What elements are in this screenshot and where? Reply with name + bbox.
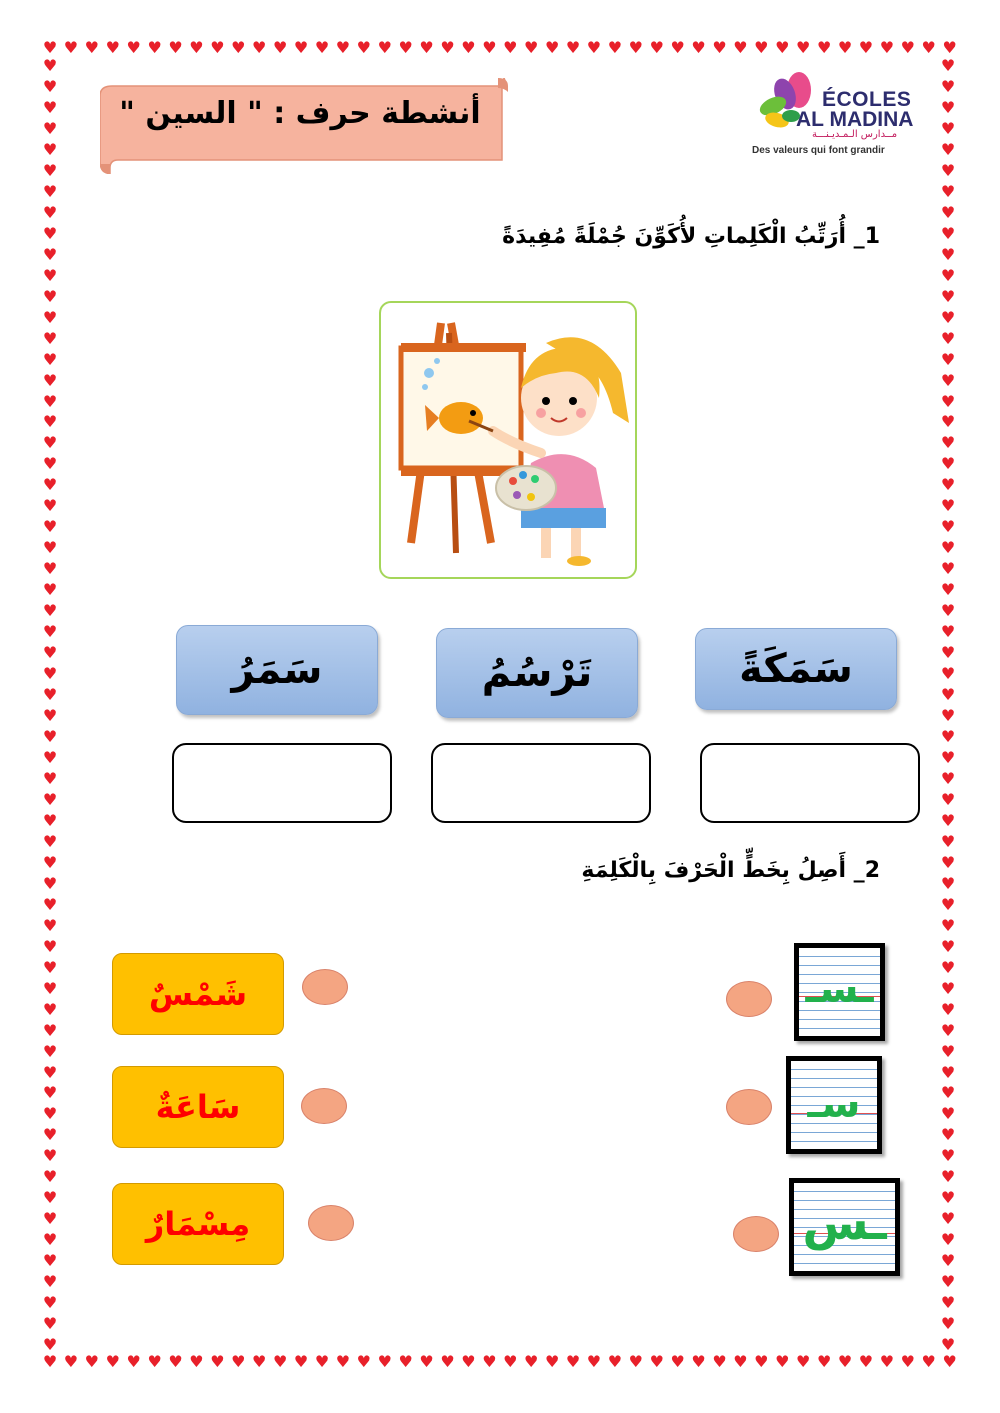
heart-icon: ♥ [42,412,58,432]
word-connector-dot-1[interactable] [302,969,348,1005]
heart-icon: ♥ [42,76,58,96]
heart-icon: ♥ [942,40,957,57]
heart-icon: ♥ [544,40,560,57]
heart-icon: ♥ [940,349,956,369]
heart-icon: ♥ [858,40,874,57]
heart-icon: ♥ [293,1354,309,1371]
heart-icon: ♥ [940,328,956,348]
heart-icon: ♥ [42,181,58,201]
heart-icon: ♥ [189,1354,204,1371]
page-title: أنشطة حرف : " السين " [119,96,481,131]
heart-icon: ♥ [42,1335,58,1354]
letter-glyph-final: ـس [802,1195,887,1251]
heart-icon: ♥ [42,97,58,117]
exercise1-instruction: 1_ أُرَتِّبُ الْكَلِماتِ لأُكَوِّنَ جُمْلَةً مُفِيدَةً [502,224,880,249]
heart-icon: ♥ [42,454,58,474]
heart-icon: ♥ [84,40,100,57]
logo-name-top: ÉCOLES [822,88,912,111]
heart-icon: ♥ [482,40,497,57]
heart-icon: ♥ [940,915,956,935]
heart-icon: ♥ [42,328,58,348]
heart-icon: ♥ [649,40,664,57]
heart-icon: ♥ [252,40,267,57]
heart-icon: ♥ [940,76,956,96]
heart-icon: ♥ [42,559,58,579]
heart-icon: ♥ [524,1354,539,1371]
heart-icon: ♥ [940,852,956,872]
heart-icon: ♥ [42,496,58,516]
letter-card-medial [794,943,885,1041]
heart-icon: ♥ [42,664,58,684]
heart-icon: ♥ [940,768,956,788]
heart-icon: ♥ [461,40,476,57]
heart-icon: ♥ [940,1020,956,1040]
heart-icon: ♥ [940,475,956,495]
heart-icon: ♥ [900,40,915,57]
heart-icon: ♥ [42,1230,58,1250]
heart-icon: ♥ [940,1209,956,1229]
heart-icon: ♥ [942,1354,957,1371]
heart-icon: ♥ [210,40,225,57]
girl-painting-illustration [381,303,635,577]
word-card-1[interactable]: سَمَكَةً [695,628,897,710]
heart-icon: ♥ [42,40,58,57]
heart-icon: ♥ [940,454,956,474]
heart-icon: ♥ [940,831,956,851]
heart-icon: ♥ [42,873,58,893]
heart-icon: ♥ [940,643,956,663]
letter-connector-dot-1[interactable] [726,981,772,1017]
letter-card-final [789,1178,900,1276]
heart-icon: ♥ [940,370,956,390]
heart-border-left [42,58,60,1354]
heart-icon: ♥ [940,433,956,453]
heart-icon: ♥ [940,580,956,600]
heart-icon: ♥ [858,1354,874,1371]
heart-icon: ♥ [754,1354,769,1371]
heart-icon: ♥ [42,538,58,558]
heart-icon: ♥ [42,349,58,369]
heart-icon: ♥ [42,1146,58,1166]
heart-icon: ♥ [440,40,455,57]
heart-icon: ♥ [356,40,371,57]
heart-border-bottom [42,1354,958,1372]
heart-icon: ♥ [42,936,58,956]
logo-name-arabic: مــدارس الـمـديـنـــة [812,129,898,140]
heart-icon: ♥ [940,1146,956,1166]
heart-icon: ♥ [940,747,956,767]
word-tag-3: مِسْمَارٌ [112,1183,284,1265]
heart-icon: ♥ [733,1354,748,1371]
word-tag-2: سَاعَةٌ [112,1066,284,1148]
heart-icon: ♥ [921,1354,936,1371]
heart-icon: ♥ [63,1354,79,1371]
heart-icon: ♥ [147,40,162,57]
letter-connector-dot-3[interactable] [733,1216,779,1252]
heart-icon: ♥ [940,1314,956,1334]
heart-icon: ♥ [63,40,79,57]
heart-icon: ♥ [126,1354,141,1371]
heart-icon: ♥ [42,978,58,998]
heart-icon: ♥ [775,40,790,57]
heart-icon: ♥ [816,1354,832,1371]
heart-border-right [940,58,958,1354]
heart-icon: ♥ [837,1354,853,1371]
heart-icon: ♥ [189,40,204,57]
heart-icon: ♥ [565,40,581,57]
heart-icon: ♥ [940,517,956,537]
heart-icon: ♥ [586,1354,602,1371]
heart-icon: ♥ [940,160,956,180]
heart-icon: ♥ [775,1354,790,1371]
heart-icon: ♥ [940,265,956,285]
heart-icon: ♥ [940,1272,956,1292]
heart-icon: ♥ [42,1209,58,1229]
heart-icon: ♥ [940,97,956,117]
heart-icon: ♥ [503,40,518,57]
heart-icon: ♥ [607,1354,623,1371]
heart-icon: ♥ [419,1354,434,1371]
heart-icon: ♥ [940,181,956,201]
heart-icon: ♥ [42,265,58,285]
heart-icon: ♥ [691,40,706,57]
heart-icon: ♥ [42,1314,58,1334]
heart-icon: ♥ [524,40,539,57]
heart-icon: ♥ [649,1354,664,1371]
heart-icon: ♥ [42,1062,58,1082]
heart-icon: ♥ [461,1354,476,1371]
heart-icon: ♥ [940,1293,956,1313]
heart-icon: ♥ [796,40,811,57]
heart-icon: ♥ [42,789,58,809]
heart-icon: ♥ [42,244,58,264]
heart-icon: ♥ [42,706,58,726]
word-connector-dot-3[interactable] [308,1205,354,1241]
heart-icon: ♥ [940,307,956,327]
heart-icon: ♥ [314,40,330,57]
heart-border-top [42,40,958,58]
heart-icon: ♥ [377,1354,392,1371]
heart-icon: ♥ [940,601,956,621]
heart-icon: ♥ [940,202,956,222]
heart-icon: ♥ [879,1354,895,1371]
heart-icon: ♥ [42,601,58,621]
heart-icon: ♥ [503,1354,518,1371]
word-connector-dot-2[interactable] [301,1088,347,1124]
heart-icon: ♥ [42,370,58,390]
heart-icon: ♥ [940,139,956,159]
heart-icon: ♥ [940,244,956,264]
heart-icon: ♥ [42,517,58,537]
heart-icon: ♥ [42,118,58,138]
heart-icon: ♥ [252,1354,267,1371]
heart-icon: ♥ [42,999,58,1019]
heart-icon: ♥ [168,40,183,57]
heart-icon: ♥ [940,496,956,516]
word-tag-1: شَمْسٌ [112,953,284,1035]
heart-icon: ♥ [940,936,956,956]
heart-icon: ♥ [712,1354,727,1371]
heart-icon: ♥ [940,391,956,411]
heart-icon: ♥ [940,999,956,1019]
heart-icon: ♥ [940,412,956,432]
heart-icon: ♥ [565,1354,581,1371]
heart-icon: ♥ [42,475,58,495]
heart-icon: ♥ [42,852,58,872]
heart-icon: ♥ [335,1354,351,1371]
heart-icon: ♥ [42,580,58,600]
heart-icon: ♥ [42,58,58,75]
heart-icon: ♥ [940,1062,956,1082]
heart-icon: ♥ [84,1354,100,1371]
heart-icon: ♥ [42,915,58,935]
heart-icon: ♥ [837,40,853,57]
heart-icon: ♥ [168,1354,183,1371]
heart-icon: ♥ [940,1230,956,1250]
heart-icon: ♥ [42,139,58,159]
heart-icon: ♥ [816,40,832,57]
heart-icon: ♥ [940,1104,956,1124]
answer-box-2[interactable] [431,743,651,823]
heart-icon: ♥ [628,1354,643,1371]
heart-icon: ♥ [440,1354,455,1371]
heart-icon: ♥ [42,1104,58,1124]
heart-icon: ♥ [940,58,956,75]
heart-icon: ♥ [272,40,288,57]
heart-icon: ♥ [940,664,956,684]
heart-icon: ♥ [231,40,246,57]
heart-icon: ♥ [940,118,956,138]
heart-icon: ♥ [231,1354,246,1371]
heart-icon: ♥ [42,160,58,180]
heart-icon: ♥ [42,1125,58,1145]
heart-icon: ♥ [42,1293,58,1313]
heart-icon: ♥ [940,810,956,830]
heart-icon: ♥ [921,40,936,57]
heart-icon: ♥ [940,1083,956,1103]
heart-icon: ♥ [940,559,956,579]
heart-icon: ♥ [940,538,956,558]
heart-icon: ♥ [335,40,351,57]
heart-icon: ♥ [42,223,58,243]
girl-painting-image [379,301,637,579]
heart-icon: ♥ [314,1354,330,1371]
heart-icon: ♥ [42,894,58,914]
heart-icon: ♥ [42,1272,58,1292]
heart-icon: ♥ [126,40,141,57]
heart-icon: ♥ [482,1354,497,1371]
heart-icon: ♥ [272,1354,288,1371]
heart-icon: ♥ [940,978,956,998]
logo-name-bottom: AL MADINA [796,108,914,131]
heart-icon: ♥ [940,1188,956,1208]
heart-icon: ♥ [42,307,58,327]
letter-card-initial [786,1056,882,1154]
heart-icon: ♥ [940,1041,956,1061]
heart-icon: ♥ [42,1041,58,1061]
heart-icon: ♥ [940,1335,956,1354]
heart-icon: ♥ [754,40,769,57]
answer-box-3[interactable] [172,743,392,823]
heart-icon: ♥ [42,727,58,746]
heart-icon: ♥ [105,1354,120,1371]
heart-icon: ♥ [42,643,58,663]
heart-icon: ♥ [691,1354,706,1371]
heart-icon: ♥ [940,789,956,809]
heart-icon: ♥ [940,622,956,642]
heart-icon: ♥ [42,685,58,705]
heart-icon: ♥ [42,1354,58,1371]
heart-icon: ♥ [42,391,58,411]
heart-icon: ♥ [940,873,956,893]
heart-icon: ♥ [940,685,956,705]
heart-icon: ♥ [940,1251,956,1271]
heart-icon: ♥ [377,40,392,57]
letter-connector-dot-2[interactable] [726,1089,772,1125]
heart-icon: ♥ [42,810,58,830]
letter-glyph-initial: سـ [807,1081,861,1127]
heart-icon: ♥ [733,40,748,57]
heart-icon: ♥ [42,1167,58,1187]
heart-icon: ♥ [42,202,58,222]
heart-icon: ♥ [940,706,956,726]
heart-icon: ♥ [42,747,58,767]
heart-icon: ♥ [42,768,58,788]
letter-glyph-medial: ـسـ [805,966,874,1012]
answer-box-1[interactable] [700,743,920,823]
heart-icon: ♥ [293,40,309,57]
heart-icon: ♥ [42,1188,58,1208]
heart-icon: ♥ [210,1354,225,1371]
heart-icon: ♥ [900,1354,915,1371]
heart-icon: ♥ [544,1354,560,1371]
heart-icon: ♥ [42,1251,58,1271]
heart-icon: ♥ [42,286,58,306]
heart-icon: ♥ [356,1354,371,1371]
heart-icon: ♥ [42,831,58,851]
heart-icon: ♥ [940,727,956,746]
heart-icon: ♥ [105,40,120,57]
heart-icon: ♥ [879,40,895,57]
heart-icon: ♥ [940,894,956,914]
exercise2-instruction: 2_ أَصِلُ بِخَطٍّ الْحَرْفَ بِالْكَلِمَةِ [581,858,880,883]
heart-icon: ♥ [712,40,727,57]
heart-icon: ♥ [796,1354,811,1371]
heart-icon: ♥ [398,1354,413,1371]
heart-icon: ♥ [940,1167,956,1187]
heart-icon: ♥ [670,1354,685,1371]
heart-icon: ♥ [940,286,956,306]
heart-icon: ♥ [42,622,58,642]
heart-icon: ♥ [42,433,58,453]
heart-icon: ♥ [419,40,434,57]
heart-icon: ♥ [586,40,602,57]
word-card-3[interactable]: سَمَرُ [176,625,378,715]
heart-icon: ♥ [607,40,623,57]
heart-icon: ♥ [670,40,685,57]
logo-tagline: Des valeurs qui font grandir [752,145,885,156]
word-card-2[interactable]: تَرْسُمُ [436,628,638,718]
heart-icon: ♥ [42,957,58,977]
heart-icon: ♥ [940,223,956,243]
heart-icon: ♥ [42,1020,58,1040]
heart-icon: ♥ [940,1125,956,1145]
heart-icon: ♥ [398,40,413,57]
heart-icon: ♥ [42,1083,58,1103]
heart-icon: ♥ [628,40,643,57]
heart-icon: ♥ [147,1354,162,1371]
heart-icon: ♥ [940,957,956,977]
